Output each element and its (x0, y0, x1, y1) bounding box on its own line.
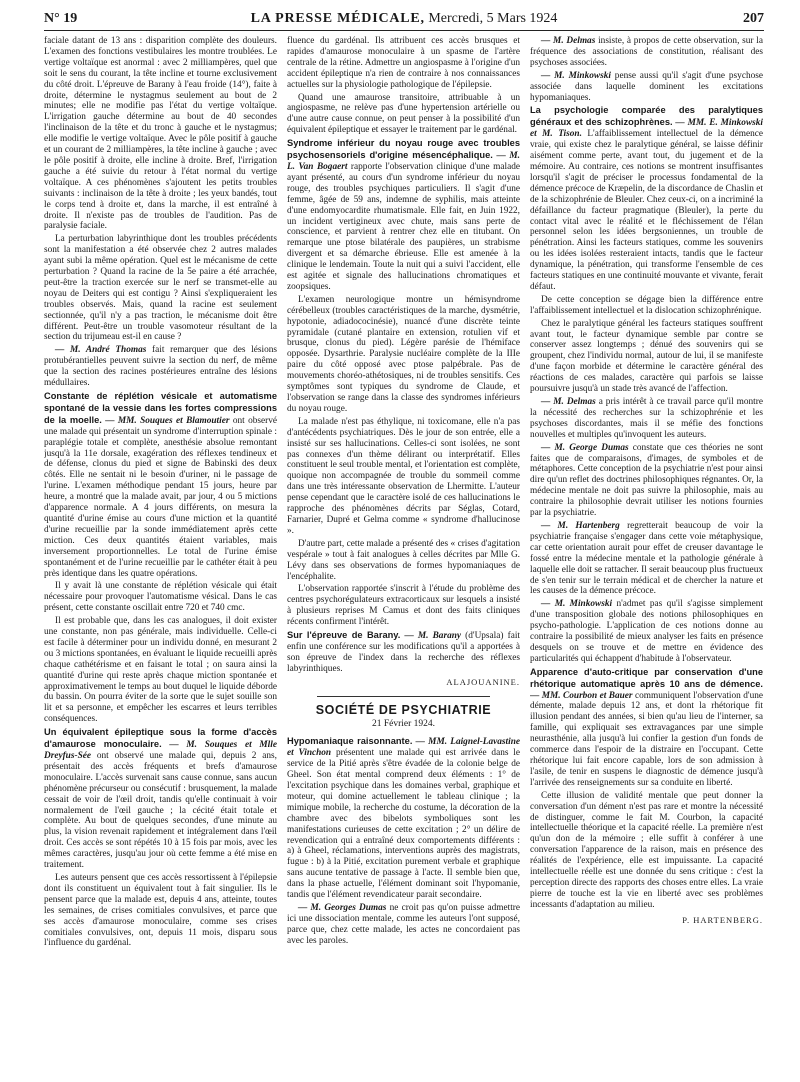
paragraph (44, 345, 277, 389)
paragraph-text: La perturbation labyrinthique dont les troubles précédents sont la manifestation a été observée chez 2 autres malades ayant subi la même opération. Quel est le mécanisme de cette perturbation ? Quand la racine de la 5e paire a été arrachée, peut-être la traction exercée sur le nerf se transmet-elle au noyau de Deiters qui est contigu ? Ainsi s'expliqueraient les troubles observés. Mais, quand la racine est seulement sectionnée, qu'il n'y a pas traction, le mécanisme doit être différent. Peut-être un trouble vasomoteur résultant de la section du trijumeau est-il en cause ? (44, 234, 277, 343)
paragraph (287, 584, 520, 628)
paragraph-text: D'autre part, cette malade a présenté des « crises d'agitation vespérale » tout à fait analogues à celles décrites par Mlle G. Lévy dans ses observations de formes hypomaniaques de l'encéphalite. (287, 538, 520, 582)
issue-number: N° 19 (44, 11, 78, 26)
author-names: — M. Hartenberg (541, 520, 620, 531)
paragraph-text: Il y avait là une constante de réplétion vésicale qui était nécessaire pour provoquer l'automatisme vésical. Dans le cas présent, cette constante oscillait entre 720 et 740 cmc. (44, 581, 277, 614)
author-names: — M. Souques et Mlle Dreyfus-Sée (44, 740, 277, 761)
paragraph (530, 36, 763, 69)
paragraph-text: fluence du gardénal. Ils attribuent ces accès brusques et rapides d'amaurose monoculaire à un spasme de l'artère centrale de la rétine. Admettre un angiospasme à l'origine d'un accident épileptique n'a rien de contraire à nos connaissances actuelles sur la physiologie pathologique de l'épilepsie. (287, 36, 520, 90)
paragraph (530, 443, 763, 519)
paragraph (530, 319, 763, 395)
paragraph-text: Chez le paralytique général les facteurs statiques souffrent avant tout, le facteur dynamique semble par contre se conserver assez longtemps ; dénué des souvenirs qui se groupent, chez l'individu normal, autour de lui, il se manifeste d'une façon morbide et détermine le caractère général des réactions de ces malades, caractère qui parfois se laisse poursuivre jusqu'à un stade très avancé de l'affection. (530, 318, 763, 395)
paragraph-text: fait remarquer que des lésions protubérantielles peuvent suivre la section du nerf, de même que la section des racines postérieures entraîne des lésions médullaires. (44, 345, 277, 389)
paragraph-text: insiste, à propos de cette observation, sur la fréquence des associations de constitution, réalisant des psychoses associées. (530, 36, 763, 68)
section-heading: Sur l'épreuve de Barany. (287, 630, 401, 641)
report-signature: P. HARTENBERG. (682, 914, 763, 925)
report-signature: ALAJOUANINE. (446, 676, 520, 687)
paragraph-text: ont observé une malade qui présentait un syndrome d'interruption spinale : paraplégie totale et complète, anesthésie absolue remontant jusqu'à la 11e dorsale, exagération des réflexes tendineux et de défense, clonus du pied et signe de Babinski des deux côtés. Elle ne sentait ni le besoin d'uriner, ni le passage de l'urine. L'examen méthodique pendant 15 jours, heure par heure, a montré que la malade avait, par jour, 4 ou 5 mictions d'apparence normale. A 4 jours différents, on mesura la quantité d'urine émise au cours d'une miction et la quantité d'urine recueillie par la sonde immédiatement après cette miction. Ces deux quantités étaient variables, mais inversement proportionnelles. Le total de l'urine émise spontanément et de l'urine recueillie par le cathéter était à peu près identique dans les quatre opérations. (44, 415, 277, 579)
paragraph (44, 234, 277, 343)
paragraph-text: faciale datant de 13 ans : disparition complète des douleurs. L'examen des fonctions vestibulaires les montre troublées. Le vertige voltaïque est anormal : avec 2 milliampères, quel que soit le sens du courant, la tête incline et tourne exclusivement du côté droit. L'épreuve de Barany à l'eau froide (14°), faite à droite, détermine le nystagmus seulement au bout de 2 minutes; elle ne modifie pas l'état du vertige voltaïque. L'irrigation gauche détermine au bout de 40 secondes l'inclinaison de la tête et du tronc à gauche et le nystagmus; elle modifie le vertige voltaïque. Avec le pôle positif à gauche et un courant de 2 milliampères, la tête incline à gauche ; avec le pôle positif à droite, elle incline à droite. Bref, l'irrigation gauche a été suivie du retour à l'état normal du vertige voltaïque. A ces phénomènes s'ajoutent les petits troubles suivants : inclinaison de la tête à droite ; les yeux bandés, tout le corps tend à droite et, dans la marche, il est entraîné à droite. Il n'existe pas de troubles de l'audition. Pas de paralysie faciale. (44, 36, 277, 232)
author-names: — M. George Dumas (541, 442, 629, 453)
paragraph (287, 93, 520, 137)
author-names: — M. Georges Dumas (298, 902, 387, 913)
author-names: — M. André Thomas (55, 345, 147, 356)
paragraph (44, 36, 277, 232)
section-paragraph (44, 727, 277, 871)
page-number: 207 (743, 11, 764, 26)
paragraph (287, 36, 520, 91)
section-divider (317, 696, 490, 697)
author-names: — MM. Souques et Blamoutier (101, 415, 230, 426)
column-left (44, 36, 277, 1076)
author-names: — MM. Courbon et Bauer (530, 690, 633, 701)
paragraph (44, 873, 277, 949)
paragraph-text: présentent une malade qui est arrivée dans le service de la Pitié après s'être évadée de la colonie belge de Gheel. Son état mental comprend deux éléments : 1° de l'excitation psychique dans les domaines verbal, graphique et moteur, qui domine actuellement le tableau clinique ; la mimique mobile, la recherche du costume, la décoration de la chambre avec des bibelots symboliques sont les manifestations curieuses de cette excitation ; 2° un délire de revendication qui a entraîné deux comportements différents : a) à Gheel, réclamations, interventions auprès des magistrats, fugue : b) à la Pitié, excitation purement verbale et graphique sans aucune tentative de passage à l'acte. Il semble bien que, dans la phase actuelle, l'élément dominant soit l'hypomanie, tandis que l'élément revendicateur parait secondaire. (287, 748, 520, 901)
paragraph (530, 71, 763, 104)
section-heading: Constante de réplétion vésicale et automatisme spontané de la vessie dans les fortes compressions de la moelle. (44, 391, 277, 425)
paragraph-text: a pris intérêt à ce travail parce qu'il montre la nécessité des recherches sur la schizophrénie et les psychoses discordantes, mais il se méfie des fonctions nouvelles et multiples qu'invoquent les auteurs. (530, 397, 763, 440)
paragraph-text: ont observé une malade qui, depuis 2 ans, présentait des accès fréquents et brefs d'amaurose monoculaire. L'accès survenait sans cause connue, sans aucun phénomène précurseur ou consécutif : brusquement, la malade cessait de voir de l'œil droit, tandis qu'elle continuait à voir normalement de l'œil gauche ; la cécité était totale et complète. Au bout de quelques secondes, d'une minute au plus, la vision revenait rapidement et intégralement dans l'œil droit. Ces accès se sont répétés 10 à 15 fois par mois, avec les mêmes caractères, jusqu'au jour où cette femme a été mise en traitement. (44, 751, 277, 871)
paragraph (287, 903, 520, 947)
paragraph (530, 397, 763, 441)
paragraph (44, 616, 277, 725)
paragraph (287, 295, 520, 415)
paragraph (287, 417, 520, 537)
paragraph-text: La malade n'est pas éthylique, ni toxicomane, elle n'a pas d'antécédents psychiatriques. Dès le jour de son entrée, elle a insisté sur ses hallucinations. Celles-ci sont isolées, ne sont pas connexes d'un thème délirant ou interprétatif. Elles constituent le seul trouble mental, et l'orientation est complète, quoique non accompagnée de trouble du sommeil comme dans une très intéressante observation de Lhermitte. L'auteur pense cependant que le caractère isolé de ces hallucinations le rapproche des phénomènes décrits par Séglas, Cotard, Farnarier, Dupré et Gelma comme « syndrome d'hallucinose ». (287, 416, 520, 536)
paragraph-text: pense aussi qu'il s'agit d'une psychose associée dans laquelle dominent les excitations hypomaniaques. (530, 70, 763, 103)
paragraph-text: L'affaiblissement intellectuel de la démence vraie, qui existe chez le paralytique général, se laisse définir aisément comme perte, avant tout, du jugement et de la mémoire. Au contraire, ces notions se montrent insuffisantes lorsqu'il s'agit de préciser le processus fondamental de la démence précoce de Kræpelin, de la discordance de Chaslin et de la schizophrénie de Bleuler. Chez ceux-ci, on a incriminé la défaillance du facteur pragmatique (Bleuler), la perte du contact vital avec le réalité et le fléchissement de l'élan personnel selon les idées bergsoniennes, un trouble de pénétration. Ainsi les facteurs statiques, comme les souvenirs ou les idées isolées resteraient intacts, tandis que le facteur dynamique, la pénétration, qui transforme l'ensemble de ces facteurs statiques en une continuité mouvante et vivante, ferait défaut. (530, 129, 763, 292)
session-date: 21 Février 1924. (371, 719, 436, 730)
author-names: — M. L. Van Bogaert (287, 151, 520, 172)
paragraph-text: ne croit pas qu'on puisse admettre ici une dissociation mentale, comme les auteurs l'ont supposé, parce que, chez cette malade, les actes ne concordaient pas avec les paroles. (287, 902, 520, 946)
paragraph-text: L'observation rapportée s'inscrit à l'étude du problème des centres psychorégulateurs extracorticaux sur lesquels a insisté à plusieurs reprises M Camus et dont des faits cliniques récents confirment l'intérêt. (287, 584, 520, 628)
journal-title: LA PRESSE MÉDICALE, (250, 11, 425, 26)
running-title (44, 11, 764, 27)
society-heading: SOCIÉTÉ DE PSYCHIATRIE (315, 702, 492, 717)
paragraph-text: Les auteurs pensent que ces accès ressortissent à l'épilepsie dont ils constituent un équivalent tout à fait singulier. Ils le pensent parce que la malade est, depuis 4 ans, atteinte, toutes les semaines, de crises comitiales convulsives, et parce que ses accès d'amaurose monoculaire, comme ses crises comitiales convulsives, ont, depuis 11 mois, disparu sous l'influence du gardénal. (44, 872, 277, 949)
paragraph (530, 295, 763, 317)
author-names: — M. Minkowski (541, 599, 613, 610)
section-heading: Syndrome inférieur du noyau rouge avec troubles psychosensoriels d'origine mésencéphalique. (287, 138, 520, 161)
column-right (530, 36, 763, 1076)
author-names: — M. Barany (400, 631, 462, 642)
paragraph (530, 521, 763, 597)
author-names: — M. Delmas (541, 397, 596, 407)
paragraph-text: constate que ces théories ne sont faites que de comparaisons, d'images, de symboles et de métaphores. Cette conception de la psychiatrie n'est pour ainsi dire qu'un reflet des doctrines philosophiques régnantes. Or, la médecine mentale ne doit pas suivre la philosophie, mais au contraire la philosophie devrait utiliser les notions fournies par la psychiatrie. (530, 442, 763, 519)
section-paragraph (530, 105, 763, 292)
column-middle (287, 36, 520, 1076)
author-names: — M. Delmas (541, 36, 596, 46)
paragraph-text: Cette illusion de validité mentale que peut donner la conversation d'un dément n'est pas rare et montre la nécessité de distinguer, comme le fait M. Courbon, la capacité intellectuelle théorique et la capacité réelle. La première n'est qu'un don de la mémoire ; elle suffit à conférer à une conversation l'apparence de la raison, mais en présence des réalités de l'expérience, elle est impuissante. La capacité intellectuelle réelle est une donnée du sens critique : c'est la perception directe des rapports des choses entre elles. La vraie pierre de touche est la vie en liberté avec ses problèmes incessants d'adaptation au milieu. (530, 790, 763, 910)
section-heading: Un équivalent épileptique sous la forme d'accès d'amaurose monoculaire. (44, 727, 277, 750)
section-paragraph (287, 630, 520, 675)
paragraph-text: communiquent l'observation d'une démente, malade depuis 12 ans, et dont la rhétorique fit illusion pendant des années, si bien qu'au lieu de l'interner, sa famille, qui expliquait ses extravagances par une simple neurasthénie, alla jusqu'à lui confier la gestion d'un fonds de commerce dans l'espoir de la distraire en l'occupant. Cette rhétorique lui fait encore capable, lors de son admission à l'asile, de tenir en suspens le diagnostic de démence jusqu'à l'arrivée des renseignements sur sa conduite en liberté. (530, 690, 763, 788)
author-names: — M. Minkowski (541, 70, 611, 81)
paragraph-text: De cette conception se dégage bien la différence entre l'affaiblissement intellectuel et la dislocation schizophrénique. (530, 294, 763, 316)
issue-date: Mercredi, 5 Mars 1924 (428, 11, 558, 26)
paragraph-text: n'admet pas qu'il s'agisse simplement d'une transposition globale des notions philosophiques en psycho-pathologie. L'application de ces notions donne au contraire la possibilité de mieux analyser les faits en présence desquels on se trouve et de mettre en évidence des particularités qui échappent d'habitude à l'observateur. (530, 599, 763, 664)
paragraph-text: Il est probable que, dans les cas analogues, il doit exister une constante, non pas générale, mais individuelle. Celle-ci est facile à déterminer pour un individu donné, en mesurant 2 ou 3 mictions spontanées, en évaluant le liquide recueilli après chaque cathétérisme et en faisant le total ; on saura ainsi la quantité d'urine qui reste après chaque miction spontanée et approximativement le temps au bout duquel le liquide déborde du bassin. On pourra éviter de la sorte que le sujet souille son lit et sa personne, et empêcher les escarres et leurs terribles conséquences. (44, 616, 277, 725)
paragraph (530, 599, 763, 664)
section-heading: Hypomaniaque raisonnante. (287, 736, 413, 747)
paragraph (530, 791, 763, 911)
paragraph-text: regretterait beaucoup de voir la psychiatrie française s'engager dans cette voie métaphysique, car cette orientation aurait pour effet de creuser davantage le fossé entre la médecine mentale et la pathologie générale à laquelle elle doit se rattacher. Il serait beaucoup plus fructueux de s'en tenir sur le terrain médical et de chercher la nature et les causes de la démence précoce. (530, 520, 763, 597)
paragraph-text: Quand une amaurose transitoire, attribuable à un angiospasme, ne relève pas d'une hypertension artérielle ou d'une autre cause connue, on peut penser à la possibilité d'un équivalent épileptique et essayer le traitement par le gardénal. (287, 92, 520, 136)
paragraph-text: L'examen neurologique montre un hémisyndrome cérébelleux (troubles caractéristiques de la marche, dysmétrie, hypotonie, adiadococinésie), nuancé d'une discrète teinte pyramidale (cutané plantaire en extension, rotulien vif et brusque, clonus du pied). Légère parésie de l'hémiface opposée. Dysarthrie. Paralysie nucléaire complète de la IIIe paire du côté opposé avec ptose palpébrale. Pas de mouvements choréo-athétosiques, ni de troubles sensitifs. Ces symptômes sont typiques du syndrome de Claude, et l'observation se range dans la classe des syndromes inférieurs du noyau rouge. (287, 294, 520, 414)
text-columns (44, 36, 764, 1076)
section-heading: Apparence d'auto-critique par conservation d'une rhétorique automatique après 10 ans de démence. (530, 666, 763, 689)
journal-page (44, 8, 764, 1078)
author-names: — MM. E. Minkowski et M. Tison. (530, 118, 763, 140)
author-names: — MM. Laignel-Lavastine et Vinchon (287, 737, 520, 759)
section-paragraph (530, 667, 763, 789)
paragraph-text: rapporte l'observation clinique d'une malade ayant présenté, au cours d'un syndrome inférieur du noyau rouge, des troubles psychiques particuliers. Il s'agit d'une femme, âgée de 59 ans, indemne de syphilis, mais atteinte d'une endomyocardite rhumatismale. Elle fait, en Juin 1922, un incident vertigineux avec chute, mais sans perte de conscience, et parvient à rentrer chez elle en titubant. On remarque une ptose bilatérale des paupières, un strabisme divergent et sa démarche ébrieuse. Elle est amenée à la clinique le lendemain. Toute la nuit qui a suivi l'accident, elle est agitée et signale des hallucinations chromatiques et zoopsiques. (287, 161, 520, 292)
section-paragraph (287, 138, 520, 293)
paragraph (44, 581, 277, 614)
section-paragraph (287, 736, 520, 901)
paragraph-text: (d'Upsala) fait enfin une conférence sur les modifications qu'il a apportées à son épreuve de l'index dans la recherche des réflexes labyrinthiques. (287, 631, 520, 674)
page-header (44, 8, 764, 31)
section-heading: La psychologie comparée des paralytiques généraux et des schizophrènes. (530, 105, 763, 128)
paragraph (287, 539, 520, 583)
section-paragraph (44, 391, 277, 579)
